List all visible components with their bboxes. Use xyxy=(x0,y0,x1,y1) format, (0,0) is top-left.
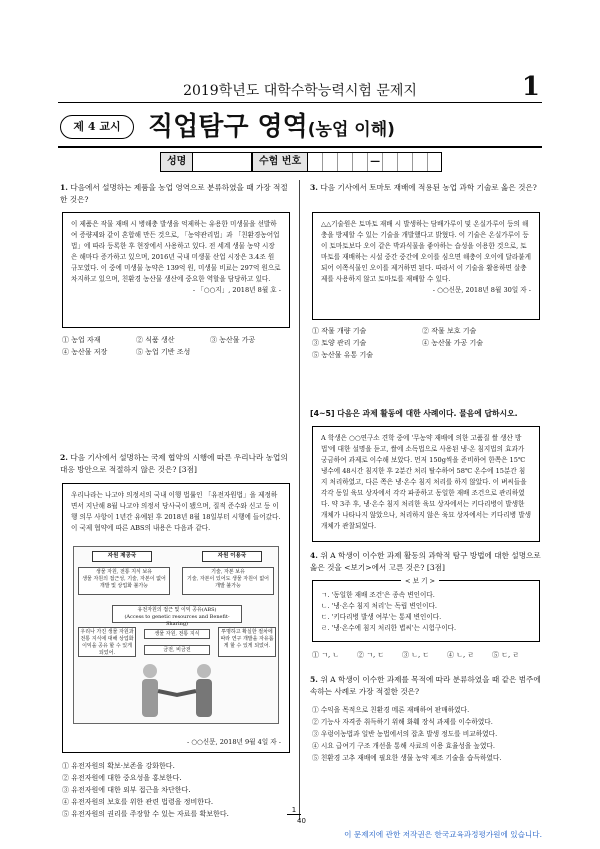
q2-options xyxy=(62,760,294,820)
q4-option-1[interactable]: ① ㄱ, ㄴ xyxy=(312,651,340,659)
provider-tag: 자원 제공국 xyxy=(92,551,152,562)
q3-passage-box xyxy=(312,212,540,320)
exam-title: 2019학년도 대학수학능력시험 문제지 xyxy=(183,83,417,99)
user-box: 기술, 자본 보유 기술, 자본이 있어도 생물 자원이 없어 개발 불가능 xyxy=(182,567,274,595)
q1-source: - 「○○지」, 2018년 8월 호 - xyxy=(192,286,281,294)
q2-option-4[interactable]: ④ 유전자원의 보호를 위한 관련 법령을 정비한다. xyxy=(62,798,214,806)
q1-option-2[interactable]: ② 식품 생산 xyxy=(136,336,175,344)
q5-option-1[interactable]: ① 수익을 목적으로 친환경 메론 재배하여 판매하였다. xyxy=(312,706,470,714)
q5-options xyxy=(312,704,544,764)
footer-page-current: 1 xyxy=(287,806,301,815)
q4-options xyxy=(312,649,544,661)
name-field[interactable] xyxy=(160,152,252,172)
q3-option-5[interactable]: ⑤ 농산물 유통 기술 xyxy=(312,351,374,359)
q5-stem: 5. 위 A 학생이 이수한 과제를 목적에 따라 분류하였을 때 같은 범주에 속하는 사례로 가장 적절한 것은? xyxy=(310,675,541,696)
q4-option-2[interactable]: ② ㄱ, ㄷ xyxy=(357,651,385,659)
q1-passage: 이 제품은 작물 재배 시 병해충 발생을 억제하는 유용한 미생물을 선발하여 증량제와 같이 혼합해 만든 것으로, 「농약관리법」과 「친환경농어업법」에 따라 등록한 후 현장에서 사용하고 있다. 전 세계 생물 농약 시장은 해마다 증가하고 있으며, 2016년 국내 미생물 산업 시장은 3.4조 원 규모였다. 이 중에 미생물 농약은 139억 원, 미생물 비료는 297억 원으로 차지하고 있으며, 친환경 농산물 생산에 중요한 역할을 담당하고 있다. xyxy=(71,220,281,283)
flow-money: 금전, 비금전 xyxy=(144,645,210,655)
exam-number-field[interactable] xyxy=(252,152,442,172)
q2-passage: 우리나라는 나고야 의정서의 국내 이행 법률인 「유전자원법」을 제정하면서 지난해 8월 나고야 의정서 당사국이 됐으며, 질적 준수와 신고 등 이행 의무 사항이 1년간 유예된 후 2018년 8월 18일부터 시행에 들어갔다. 이 국제 협약에 따른 ABS의 내용은 다음과 같다. xyxy=(71,491,281,532)
q3-option-3[interactable]: ③ 토양 관리 기술 xyxy=(312,339,367,347)
q1-stem: 1. 다음에서 설명하는 제품을 농업 영역으로 분류하였을 때 가장 적절한 것은? xyxy=(60,183,288,204)
flow-resources: 생물 자원, 전통 지식 xyxy=(144,629,210,639)
q4-bogi-4: ㄹ. '냉·온수에 침지 처리한 볍씨'는 시험구이다. xyxy=(321,624,457,632)
q3-option-1[interactable]: ① 작물 개량 기술 xyxy=(312,327,367,335)
q1-option-4[interactable]: ④ 농산물 저장 xyxy=(62,348,108,356)
q1-option-1[interactable]: ① 농업 자재 xyxy=(62,336,101,344)
provider-box: 생물 자원, 전통 지식 보유 생물 자원의 접근성, 기술, 자본이 없어 개발 및 상업화 불가능 xyxy=(78,567,170,595)
q2-option-2[interactable]: ② 유전자원에 대한 중요성을 홍보한다. xyxy=(62,774,182,782)
provider-speech: 우리나 가진 생물 자원과 전통 지식에 대해 상업화 이익을 공유 할 수 있게 되었어. xyxy=(78,627,136,657)
footer-page-indicator xyxy=(285,806,315,830)
subject-title xyxy=(148,106,395,143)
q2-passage-box xyxy=(62,483,290,753)
session-badge: 제 4 교시 xyxy=(60,115,134,139)
q5-option-4[interactable]: ④ 시요 급여기 구조 개선을 통해 사료의 이용 효율성을 높였다. xyxy=(312,742,495,750)
q45-passage: A 학생은 ○○연구소 견학 중에 '무농약 재배에 의한 고품질 쌀 생산 방법'에 대한 설명을 듣고, 쌀에 소독법으로 사용된 냉·온 침지법의 효과가 궁금하여 과제로 이수해 보았다. 먼저 150g씩을 준비하여 한쪽은 15℃ 냉수에 48시간 침지한 후 2분간 처리 탈수하여 58℃ 온수에 15분간 침지 처리하였고, 다른 쪽은 냉·온수 침지 처리를 하지 않았다. 이 벼씨들을 각각 동일 육묘 상자에서 각각 파종하고 동일한 재배 조건으로 관리하였다. 약 3주 후, 냉·온수 침지 처리한 육묘 상자에서는 키다리병이 발생한 개체가 나타나지 않았으나, 처리하지 않은 육묘 상자에서는 키다리병 발생 개체가 관찰되었다. xyxy=(321,434,531,530)
q1-option-5[interactable]: ⑤ 농업 기반 조성 xyxy=(136,348,191,356)
abs-label: 유전자원의 접근 및 이익 공유(ABS) xyxy=(137,607,217,613)
header-rule xyxy=(58,146,542,148)
user-speech: 투명하고 확실한 절차에 따라 연구 개발을 자유롭게 할 수 있게 되었어. xyxy=(218,627,276,657)
q2-stem: 2. 다음 기사에서 설명하는 국제 협약의 시행에 따른 우리나라 농업의 대응 방안으로 적절하지 않은 것은? [3점] xyxy=(60,453,288,474)
q45-passage-box xyxy=(312,426,540,542)
footer-page-total: 40 xyxy=(297,817,306,825)
name-label: 성명 xyxy=(161,153,193,171)
subject-main: 직업탐구 영역 xyxy=(148,112,308,142)
q3-option-2[interactable]: ② 작물 보호 기술 xyxy=(422,327,477,335)
q4-bogi-label: < 보 기 > xyxy=(401,576,439,587)
q4-option-3[interactable]: ③ ㄴ, ㄷ xyxy=(402,651,430,659)
q3-option-4[interactable]: ④ 농산물 가공 기술 xyxy=(422,339,484,347)
q4-bogi-2: ㄴ. '냉·온수 침지 처리'는 독립 변인이다. xyxy=(321,602,437,610)
page-number: 1 xyxy=(521,72,540,102)
q3-source: - ○○신문, 2018년 8월 30일 자 - xyxy=(432,286,531,294)
column-divider xyxy=(299,180,300,820)
q1-options xyxy=(62,334,292,358)
q4-option-5[interactable]: ⑤ ㄷ, ㄹ xyxy=(492,651,520,659)
q3-passage: △△기술원은 토마토 재배 시 발생하는 담배가루이 및 온실가루이 등의 해충을 방제할 수 있는 기술을 개발했다고 밝혔다. 이 기술은 온실가루이 등이 토마토보다 오이 같은 박과식물을 좋아하는 습성을 이용한 것으로, 토마토를 재배하는 시설 중간 중간에 오이를 심으면 해충이 오이에 달라붙게 되어 이쪽식물인 오이를 제거하면 된다. 따라서 이 기술을 활용하면 살충제를 사용하지 않고 토마토를 재배할 수 있다. xyxy=(321,220,531,283)
q3-stem: 3. 다음 기사에서 토마토 재배에 적용된 농업 과학 기술로 옳은 것은? xyxy=(310,183,537,192)
q4-bogi-1: ㄱ. '동일한 재배 조건'은 종속 변인이다. xyxy=(321,591,435,599)
q2-source: - ○○신문, 2018년 9월 4일 자 - xyxy=(186,738,281,746)
q45-heading: [4~5] 다음은 과제 활동에 대한 사례이다. 물음에 답하시오. xyxy=(310,409,518,418)
q1-passage-box xyxy=(62,212,290,328)
subject-sub: (농업 이해) xyxy=(307,120,395,140)
q4-bogi-box xyxy=(312,577,540,642)
abs-diagram xyxy=(73,546,279,724)
exam-number-label: 수험 번호 xyxy=(253,153,308,171)
abs-box xyxy=(112,605,242,627)
q5-option-3[interactable]: ③ 우렁이농법과 일반 농법에서의 잡초 발생 정도를 비교하였다. xyxy=(312,730,498,738)
user-tag: 자원 이용국 xyxy=(202,551,262,562)
q2-option-5[interactable]: ⑤ 유전자원의 권리를 주장할 수 있는 자료를 확보한다. xyxy=(62,810,229,818)
q3-options xyxy=(312,325,544,361)
exam-number-dash: — xyxy=(368,153,383,171)
q1-option-3[interactable]: ③ 농산물 가공 xyxy=(210,336,256,344)
q2-option-1[interactable]: ① 유전자원의 확보·보존을 강화한다. xyxy=(62,762,175,770)
handshake-illustration xyxy=(134,661,220,721)
q4-bogi-3: ㄷ. '키다리병 발생 여부'는 통제 변인이다. xyxy=(321,613,442,621)
q5-option-2[interactable]: ② 기능사 자격증 취득하기 위해 화훼 장식 과제를 이수하였다. xyxy=(312,718,493,726)
q4-option-4[interactable]: ④ ㄴ, ㄹ xyxy=(447,651,475,659)
abs-label-en: (Access to genetic resources and Benefit-Sharing) xyxy=(124,614,230,627)
copyright-notice: 이 문제지에 관한 저작권은 한국교육과정평가원에 있습니다. xyxy=(344,830,542,839)
q2-option-3[interactable]: ③ 유전자원에 대한 외부 접근을 차단한다. xyxy=(62,786,191,794)
q5-option-5[interactable]: ⑤ 친환경 고추 재배에 필요한 생물 농약 제조 기술을 습득하였다. xyxy=(312,754,502,762)
q4-stem: 4. 위 A 학생이 이수한 과제 활동의 과학적 탐구 방법에 대한 설명으로 옳은 것을 <보기>에서 고른 것은? [3점] xyxy=(310,551,541,572)
title-rule xyxy=(58,102,542,103)
